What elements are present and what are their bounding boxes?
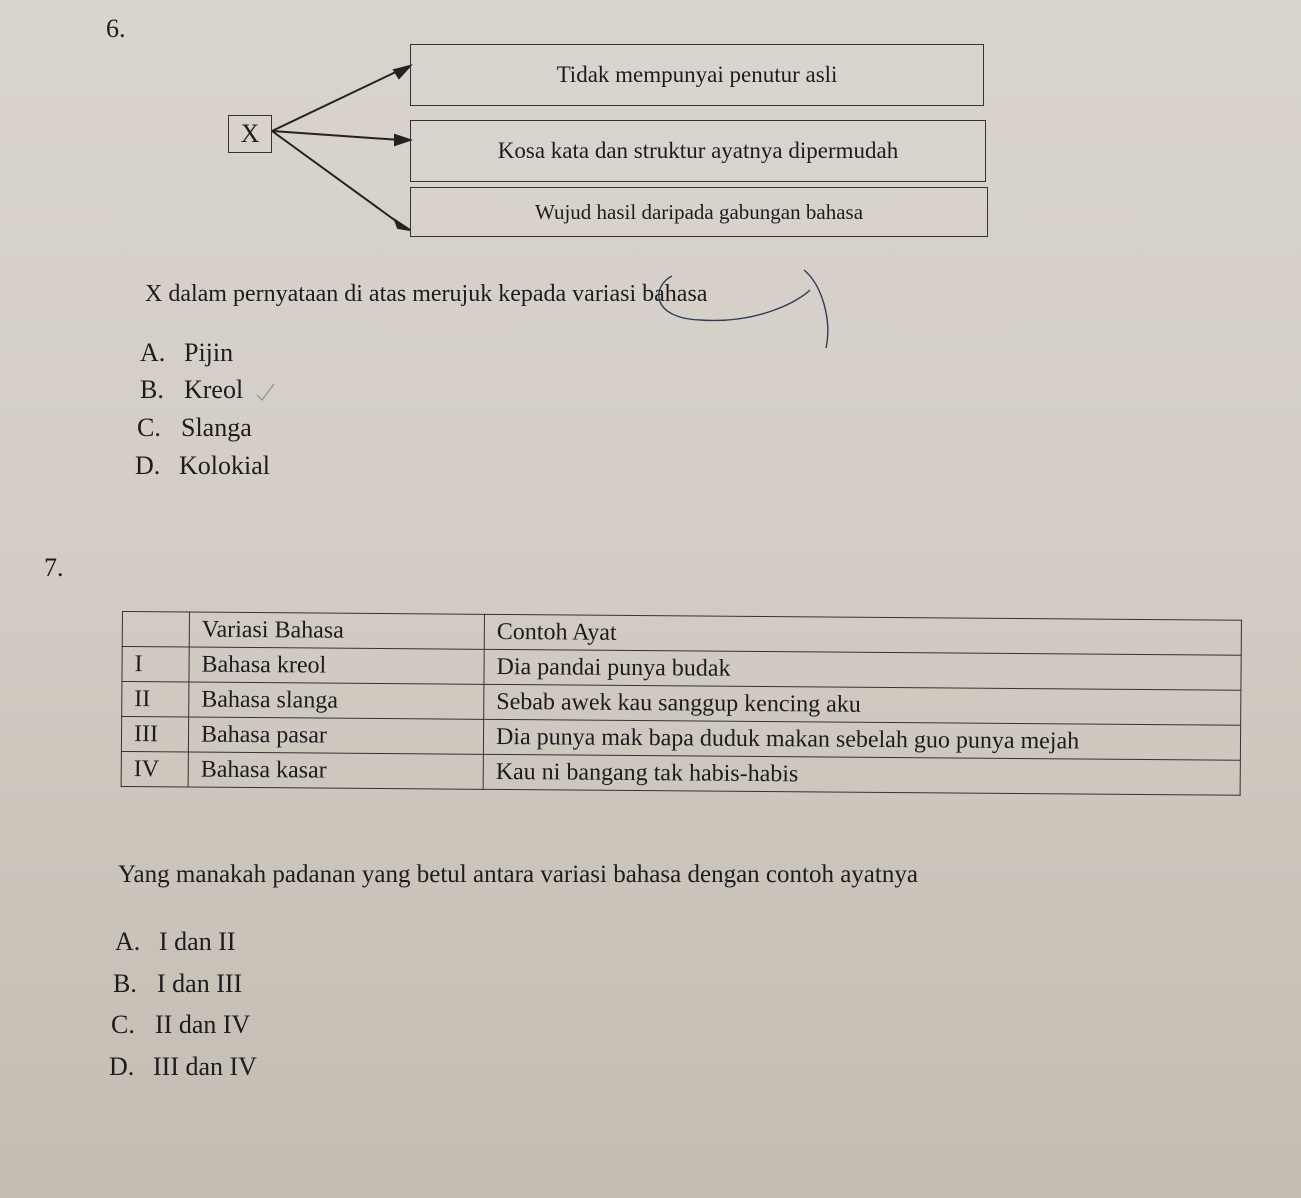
q6-option-b-letter: B. (140, 375, 164, 404)
table-header-cell: Variasi Bahasa (189, 612, 484, 649)
arrow-line-1 (272, 70, 400, 131)
table-header-cell: Contoh Ayat (484, 614, 1241, 655)
diagram-box-2 (410, 120, 986, 182)
q6-option-a[interactable] (140, 338, 233, 368)
q7-option-a[interactable] (115, 927, 236, 957)
q7-option-b-letter: B. (113, 969, 137, 998)
arrow-line-2 (272, 131, 400, 140)
q7-option-d[interactable] (109, 1052, 257, 1082)
table-header-cell (122, 612, 189, 648)
table-cell-contoh: Kau ni bangang tak habis-habis (483, 754, 1240, 795)
table-cell-contoh: Dia punya mak bapa duduk makan sebelah guo punya mejah (483, 719, 1240, 760)
q6-option-c-letter: C. (137, 413, 161, 442)
q6-option-b-text: Kreol (184, 375, 244, 404)
table-cell-contoh: Dia pandai punya budak (484, 649, 1241, 690)
question-6-statement: X dalam pernyataan di atas merujuk kepada variasi bahasa (145, 281, 708, 307)
q7-option-a-letter: A. (115, 927, 141, 956)
table-cell-variasi: Bahasa slanga (189, 682, 484, 719)
q6-option-a-letter: A. (140, 338, 166, 367)
arrowhead-3 (395, 220, 410, 230)
table-cell-contoh: Sebab awek kau sanggup kencing aku (484, 684, 1241, 725)
q7-option-b-text: I dan III (157, 969, 243, 998)
table-cell-roman: IV (121, 751, 188, 787)
q7-option-d-letter: D. (109, 1052, 135, 1081)
arrowhead-1 (394, 66, 410, 78)
x-label: X (240, 119, 260, 148)
q6-option-d-text: Kolokial (179, 451, 270, 480)
variasi-bahasa-table (121, 611, 1242, 796)
diagram-box-1-text: Tidak mempunyai penutur asli (556, 62, 838, 87)
table-cell-variasi: Bahasa kasar (188, 752, 483, 789)
arrow-line-3 (272, 131, 400, 224)
q7-option-a-text: I dan II (159, 927, 236, 956)
q6-option-c-text: Slanga (181, 413, 252, 442)
q7-option-c-letter: C. (111, 1010, 135, 1039)
q6-option-d[interactable] (135, 451, 270, 481)
table-cell-roman: II (122, 682, 189, 718)
table-cell-roman: I (122, 647, 189, 683)
diagram-x-box (228, 115, 272, 153)
q6-option-a-text: Pijin (184, 338, 234, 367)
q6-option-c[interactable] (137, 413, 252, 443)
q7-option-c-text: II dan IV (155, 1010, 251, 1039)
q6-option-b[interactable] (140, 375, 243, 405)
table-cell-variasi: Bahasa pasar (188, 717, 483, 754)
q7-option-b[interactable] (113, 969, 242, 999)
diagram-box-1 (410, 44, 984, 106)
q7-option-d-text: III dan IV (153, 1052, 257, 1081)
q6-option-d-letter: D. (135, 451, 161, 480)
question-number-6: 6. (106, 14, 126, 43)
diagram-box-3-text: Wujud hasil daripada gabungan bahasa (534, 199, 864, 224)
q7-option-c[interactable] (111, 1010, 250, 1040)
table-cell-variasi: Bahasa kreol (189, 647, 484, 684)
pen-tick-mark (257, 384, 274, 400)
question-7-statement: Yang manakah padanan yang betul antara variasi bahasa dengan contoh ayatnya (118, 861, 918, 888)
diagram-box-2-text: Kosa kata dan struktur ayatnya dipermudah (497, 138, 899, 163)
arrowhead-2 (395, 135, 410, 145)
question-number-7: 7. (44, 553, 64, 582)
diagram-box-3 (410, 187, 988, 237)
pen-arc-mark (804, 270, 828, 348)
table-cell-roman: III (121, 717, 188, 753)
